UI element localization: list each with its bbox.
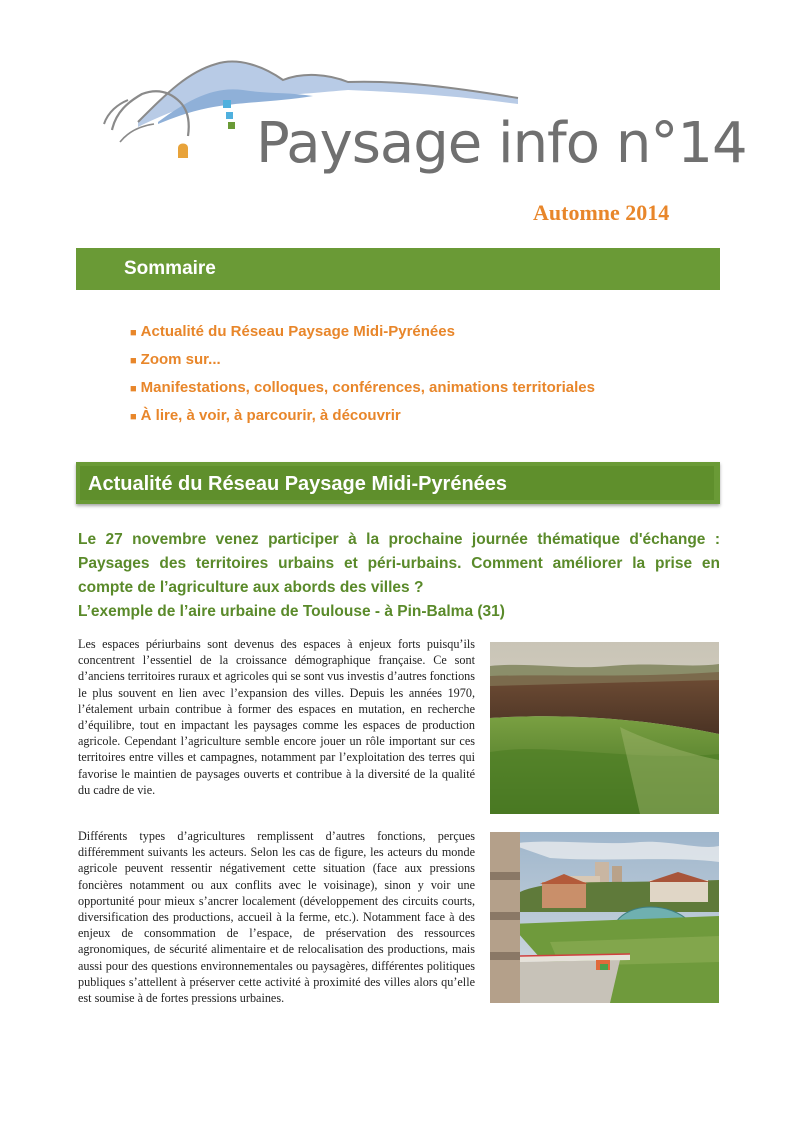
article-headline-subtitle: L’exemple de l’aire urbaine de Toulouse - à Pin-Balma (31) [78,603,505,620]
summary-item[interactable] [130,402,595,430]
square-bullet-icon: ■ [130,355,137,367]
square-bullet-icon: ■ [130,327,137,339]
article-paragraph-2: Différents types d’agricultures remplissent d’autres fonctions, perçues différemment suivants les acteurs. Selon les cas de figure, les acteurs du monde agricole peuvent ressentir négativement cette situation (face aux pressions foncières notamment ou aux conflits avec le voisinage), sinon y voir une opportunité pour mieux s’ancrer localement (développement des circuits courts, diversification des productions, accueil à la ferme, etc.). Notamment face à des enjeux de consommation de l’espace, de préservation des ressources agronomiques, de sécurité alimentaire et de relocalisation des productions, mais aussi pour des questions environnementales ou paysagères, différentes politiques publiques s’attellent à préserver cette activité à proximité des villes alors qu’elle est soumise à de fortes pressions urbaines. [78,829,475,1006]
house-door [178,144,188,159]
summary-item-label: Actualité du Réseau Paysage Midi-Pyrénées [140,323,455,340]
square-bullet-icon: ■ [130,411,137,423]
section-header-band [76,462,720,504]
article-headline [78,528,720,624]
summary-item-label: À lire, à voir, à parcourir, à découvrir [140,407,401,424]
field-landscape-photo [490,642,719,814]
article-paragraph-1: Les espaces périurbains sont devenus des espaces à enjeux forts puisqu’ils concentrent l’essentiel de la croissance démographique française. Ce sont d’anciens territoires ruraux et agricoles qui se sont vus investis d’autres fonctions le plus souvent en lien avec l’expansion des villes. Depuis les années 1970, l’étalement urbain contribue à former des espaces en mutation, en recherche d’équilibre, tout en impactant les paysages comme les espaces de production agricole. Cependant l’agriculture semble encore jouer un rôle important sur ces territoires entre villes et campagnes, notamment par l’exploitation des terres qui favorise le maintien de paysages ouverts et contribue à la diversité de la qualité du cadre de vie. [78,637,476,797]
summary-item[interactable] [130,374,595,402]
summary-item-label: Zoom sur... [140,351,221,368]
section-heading: Actualité du Réseau Paysage Midi-Pyrénées [88,473,508,495]
summary-heading: Sommaire [124,258,216,279]
urban-view-photo [490,832,719,1003]
summary-header-band [76,248,720,290]
square-bullet-icon: ■ [130,383,137,395]
summary-list [130,318,595,430]
newsletter-title: Paysage info n°14 [256,111,747,176]
summary-item[interactable] [130,346,595,374]
article-headline-main: Le 27 novembre venez participer à la prochaine journée thématique d'échange : Paysages des territoires urbains et péri-urbains. Comment améliorer la prise en compte de l’agriculture aux abords des villes ? [78,531,720,596]
summary-item-label: Manifestations, colloques, conférences, animations territoriales [140,379,595,396]
summary-item[interactable] [130,318,595,346]
issue-season: Automne 2014 [533,200,670,225]
